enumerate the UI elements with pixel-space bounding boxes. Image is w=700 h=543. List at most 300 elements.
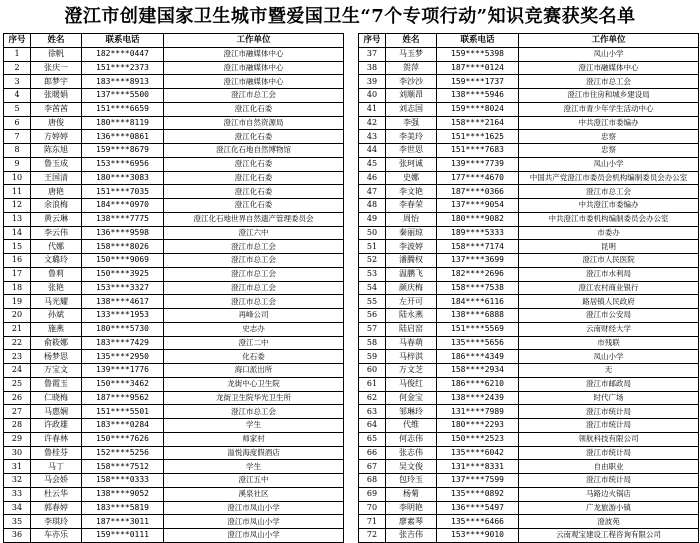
- cell-phone: 183****8913: [82, 75, 164, 89]
- cell-unit: 澄江五中: [164, 474, 344, 488]
- cell-unit: 澄江化石委: [164, 102, 344, 116]
- table-row: [359, 295, 699, 309]
- cell-name: 贺萍: [386, 61, 437, 75]
- cell-phone: 131****7989: [437, 405, 519, 419]
- cell-phone: 139****1776: [82, 364, 164, 378]
- cell-seq: 64: [359, 419, 386, 433]
- cell-unit: 澄江化石委: [164, 199, 344, 213]
- cell-seq: 49: [359, 212, 386, 226]
- table-row: [359, 116, 699, 130]
- cell-unit: 澄江市自然资源局: [164, 116, 344, 130]
- cell-seq: 27: [4, 405, 31, 419]
- cell-seq: 58: [359, 336, 386, 350]
- cell-unit: 澄江市融媒体中心: [164, 75, 344, 89]
- table-row: [359, 377, 699, 391]
- cell-unit: 澄江市住房和城乡建设局: [519, 89, 699, 103]
- cell-name: 马梓淇: [386, 350, 437, 364]
- table-header-row: [359, 34, 699, 48]
- cell-seq: 1: [4, 47, 31, 61]
- cell-phone: 158****0333: [82, 474, 164, 488]
- table-row: [4, 460, 344, 474]
- cell-unit: 无: [519, 364, 699, 378]
- table-row: [359, 254, 699, 268]
- cell-phone: 138****6888: [437, 309, 519, 323]
- cell-name: 唐艳: [31, 185, 82, 199]
- cell-phone: 153****3327: [82, 281, 164, 295]
- cell-name: 张暖娟: [31, 89, 82, 103]
- cell-phone: 159****8679: [82, 144, 164, 158]
- cell-seq: 60: [359, 364, 386, 378]
- cell-name: 许春林: [31, 432, 82, 446]
- table-row: [4, 89, 344, 103]
- cell-seq: 47: [359, 185, 386, 199]
- cell-name: 杜云华: [31, 487, 82, 501]
- cell-name: 马春萌: [386, 336, 437, 350]
- cell-unit: 澄江市凤山小学: [164, 501, 344, 515]
- cell-phone: 138****7775: [82, 212, 164, 226]
- cell-phone: 151****6659: [82, 102, 164, 116]
- cell-phone: 183****7429: [82, 336, 164, 350]
- table-row: [359, 446, 699, 460]
- cell-seq: 7: [4, 130, 31, 144]
- table-row: [4, 144, 344, 158]
- header-seq: 序号: [359, 34, 386, 48]
- cell-name: 李沙沙: [386, 75, 437, 89]
- cell-name: 史娜: [386, 171, 437, 185]
- cell-name: 仁晓梅: [31, 391, 82, 405]
- cell-phone: 151****1625: [437, 130, 519, 144]
- cell-name: 邹琳玲: [386, 405, 437, 419]
- cell-seq: 5: [4, 102, 31, 116]
- table-row: [359, 419, 699, 433]
- cell-unit: 澄江市统计局: [519, 446, 699, 460]
- cell-phone: 138****2439: [437, 391, 519, 405]
- cell-seq: 41: [359, 102, 386, 116]
- cell-name: 郭春婷: [31, 501, 82, 515]
- cell-phone: 151****5569: [437, 322, 519, 336]
- table-row: [359, 102, 699, 116]
- cell-seq: 3: [4, 75, 31, 89]
- table-row: [4, 199, 344, 213]
- table-row: [4, 377, 344, 391]
- cell-unit: 澄江化石委: [164, 185, 344, 199]
- cell-seq: 36: [4, 529, 31, 543]
- cell-seq: 17: [4, 267, 31, 281]
- cell-name: 李春荣: [386, 199, 437, 213]
- table-body-right: [359, 47, 699, 542]
- cell-unit: 学生: [164, 419, 344, 433]
- cell-seq: 61: [359, 377, 386, 391]
- cell-seq: 42: [359, 116, 386, 130]
- cell-phone: 184****0970: [82, 199, 164, 213]
- cell-phone: 182****0447: [82, 47, 164, 61]
- cell-phone: 151****7035: [82, 185, 164, 199]
- cell-phone: 184****6116: [437, 295, 519, 309]
- table-row: [359, 432, 699, 446]
- table-row: [359, 322, 699, 336]
- cell-unit: 澄江二中: [164, 336, 344, 350]
- cell-name: 孙斌: [31, 309, 82, 323]
- table-row: [4, 116, 344, 130]
- table-row: [359, 501, 699, 515]
- cell-phone: 135****5656: [437, 336, 519, 350]
- cell-phone: 137****9054: [437, 199, 519, 213]
- cell-seq: 66: [359, 446, 386, 460]
- cell-phone: 137****5500: [82, 89, 164, 103]
- cell-name: 陈东旭: [31, 144, 82, 158]
- cell-seq: 24: [4, 364, 31, 378]
- cell-seq: 2: [4, 61, 31, 75]
- cell-seq: 4: [4, 89, 31, 103]
- table-row: [359, 391, 699, 405]
- table-row: [4, 61, 344, 75]
- cell-seq: 34: [4, 501, 31, 515]
- cell-seq: 48: [359, 199, 386, 213]
- cell-name: 代维: [386, 419, 437, 433]
- cell-seq: 10: [4, 171, 31, 185]
- cell-phone: 180****5730: [82, 322, 164, 336]
- page-title: 澄江市创建国家卫生城市暨爱国卫生“7个专项行动”知识竞赛获奖名单: [64, 6, 636, 27]
- table-row: [359, 364, 699, 378]
- cell-seq: 56: [359, 309, 386, 323]
- cell-name: 左开可: [386, 295, 437, 309]
- table-row: [359, 61, 699, 75]
- cell-name: 黄云琳: [31, 212, 82, 226]
- cell-phone: 158****2164: [437, 116, 519, 130]
- table-row: [359, 75, 699, 89]
- cell-seq: 70: [359, 501, 386, 515]
- cell-unit: 澄江市融媒体中心: [519, 61, 699, 75]
- cell-seq: 21: [4, 322, 31, 336]
- cell-name: 颜庆梅: [386, 281, 437, 295]
- cell-unit: 澄江市凤山小学: [164, 529, 344, 543]
- cell-seq: 54: [359, 281, 386, 295]
- cell-seq: 50: [359, 226, 386, 240]
- cell-seq: 20: [4, 309, 31, 323]
- cell-name: 李云伟: [31, 226, 82, 240]
- table-header-row: [4, 34, 344, 48]
- cell-phone: 150****9069: [82, 254, 164, 268]
- cell-seq: 11: [4, 185, 31, 199]
- header-unit: 工作单位: [519, 34, 699, 48]
- table-row: [359, 185, 699, 199]
- cell-name: 万文芝: [386, 364, 437, 378]
- table-row: [4, 171, 344, 185]
- cell-unit: 澄江市总工会: [164, 405, 344, 419]
- cell-unit: 澄江市公安局: [519, 309, 699, 323]
- header-unit: 工作单位: [164, 34, 344, 48]
- cell-seq: 12: [4, 199, 31, 213]
- cell-phone: 137****7599: [437, 474, 519, 488]
- cell-unit: 马路边火锅店: [519, 487, 699, 501]
- cell-name: 施燕: [31, 322, 82, 336]
- cell-name: 马光耀: [31, 295, 82, 309]
- cell-unit: 昆明: [519, 240, 699, 254]
- table-row: [4, 501, 344, 515]
- cell-unit: 凤山小学: [519, 47, 699, 61]
- cell-seq: 69: [359, 487, 386, 501]
- cell-phone: 187****0366: [437, 185, 519, 199]
- cell-seq: 43: [359, 130, 386, 144]
- header-phone: 联系电话: [82, 34, 164, 48]
- cell-phone: 159****0111: [82, 529, 164, 543]
- cell-name: 车亦乐: [31, 529, 82, 543]
- cell-name: 吴文俊: [386, 460, 437, 474]
- cell-name: 陆启窑: [386, 322, 437, 336]
- cell-seq: 37: [359, 47, 386, 61]
- cell-seq: 28: [4, 419, 31, 433]
- table-row: [4, 267, 344, 281]
- cell-name: 方婷婷: [31, 130, 82, 144]
- table-row: [4, 212, 344, 226]
- cell-unit: 澄江市统计局: [519, 474, 699, 488]
- cell-name: 鲁桂芬: [31, 446, 82, 460]
- cell-phone: 151****5501: [82, 405, 164, 419]
- table-row: [359, 157, 699, 171]
- header-name: 姓名: [386, 34, 437, 48]
- cell-unit: 时代广场: [519, 391, 699, 405]
- cell-unit: 再峰公司: [164, 309, 344, 323]
- cell-name: 李茜茜: [31, 102, 82, 116]
- cell-unit: 化石委: [164, 350, 344, 364]
- cell-unit: 市残联: [519, 336, 699, 350]
- cell-unit: 海口派出所: [164, 364, 344, 378]
- cell-unit: 澄江市总工会: [164, 295, 344, 309]
- cell-unit: 澄江市统计局: [519, 405, 699, 419]
- cell-unit: 中国共产党澄江市委员会机构编制委员会办公室: [519, 171, 699, 185]
- cell-seq: 45: [359, 157, 386, 171]
- cell-seq: 52: [359, 254, 386, 268]
- cell-unit: 澄江化石委: [164, 171, 344, 185]
- cell-name: 何金宝: [386, 391, 437, 405]
- cell-seq: 53: [359, 267, 386, 281]
- cell-seq: 46: [359, 171, 386, 185]
- cell-name: 温鹏飞: [386, 267, 437, 281]
- cell-phone: 186****6210: [437, 377, 519, 391]
- cell-unit: 溢悦海度假酒店: [164, 446, 344, 460]
- cell-unit: 澄江六中: [164, 226, 344, 240]
- cell-seq: 63: [359, 405, 386, 419]
- table-row: [359, 144, 699, 158]
- cell-phone: 158****7174: [437, 240, 519, 254]
- table-row: [4, 336, 344, 350]
- cell-seq: 9: [4, 157, 31, 171]
- table-row: [359, 226, 699, 240]
- cell-seq: 72: [359, 529, 386, 543]
- cell-name: 秦丽琼: [386, 226, 437, 240]
- cell-unit: 澄江市凤山小学: [164, 515, 344, 529]
- cell-unit: 澄波苑: [519, 515, 699, 529]
- table-row: [359, 529, 699, 543]
- table-row: [359, 212, 699, 226]
- cell-phone: 177****4670: [437, 171, 519, 185]
- table-row: [359, 130, 699, 144]
- cell-unit: 澄江市人民医院: [519, 254, 699, 268]
- cell-name: 郎梦宇: [31, 75, 82, 89]
- cell-phone: 136****9598: [82, 226, 164, 240]
- cell-phone: 180****9082: [437, 212, 519, 226]
- table-row: [359, 350, 699, 364]
- cell-name: 李世思: [386, 144, 437, 158]
- table-row: [359, 47, 699, 61]
- table-row: [359, 460, 699, 474]
- cell-phone: 183****5819: [82, 501, 164, 515]
- cell-name: 周怡: [386, 212, 437, 226]
- cell-name: 潘腾权: [386, 254, 437, 268]
- cell-name: 马丁: [31, 460, 82, 474]
- header-phone: 联系电话: [437, 34, 519, 48]
- cell-phone: 150****7626: [82, 432, 164, 446]
- cell-phone: 180****2293: [437, 419, 519, 433]
- cell-seq: 31: [4, 460, 31, 474]
- cell-seq: 30: [4, 446, 31, 460]
- table-row: [4, 322, 344, 336]
- table-row: [359, 171, 699, 185]
- table-row: [359, 336, 699, 350]
- cell-name: 张吉伟: [386, 529, 437, 543]
- table-row: [4, 446, 344, 460]
- cell-name: 鲁玉成: [31, 157, 82, 171]
- cell-name: 李琪玲: [31, 515, 82, 529]
- cell-unit: 澄江市总工会: [519, 75, 699, 89]
- table-row: [359, 474, 699, 488]
- cell-name: 张珂诚: [386, 157, 437, 171]
- cell-seq: 35: [4, 515, 31, 529]
- cell-name: 何志伟: [386, 432, 437, 446]
- cell-name: 俞筱娜: [31, 336, 82, 350]
- cell-name: 张志伟: [386, 446, 437, 460]
- cell-seq: 32: [4, 474, 31, 488]
- cell-unit: 领航科技有限公司: [519, 432, 699, 446]
- table-row: [359, 405, 699, 419]
- cell-phone: 139****7739: [437, 157, 519, 171]
- table-row: [359, 240, 699, 254]
- cell-name: 张庆一: [31, 61, 82, 75]
- table-row: [359, 281, 699, 295]
- cell-unit: 凤山小学: [519, 157, 699, 171]
- cell-unit: 中共澄江市委机构编制委员会办公室: [519, 212, 699, 226]
- table-row: [359, 267, 699, 281]
- cell-phone: 136****5497: [437, 501, 519, 515]
- cell-seq: 40: [359, 89, 386, 103]
- cell-name: 马俊红: [386, 377, 437, 391]
- cell-phone: 137****3699: [437, 254, 519, 268]
- cell-unit: 溪泉社区: [164, 487, 344, 501]
- cell-phone: 187****3011: [82, 515, 164, 529]
- cell-unit: 澄江市总工会: [164, 240, 344, 254]
- table-row: [4, 364, 344, 378]
- cell-unit: 路居镇人民政府: [519, 295, 699, 309]
- cell-unit: 凤山小学: [519, 350, 699, 364]
- cell-seq: 26: [4, 391, 31, 405]
- cell-phone: 159****5398: [437, 47, 519, 61]
- cell-name: 鲁莉: [31, 267, 82, 281]
- cell-phone: 159****1737: [437, 75, 519, 89]
- cell-phone: 158****7538: [437, 281, 519, 295]
- cell-seq: 29: [4, 432, 31, 446]
- cell-name: 陆永燕: [386, 309, 437, 323]
- cell-phone: 151****7683: [437, 144, 519, 158]
- cell-phone: 131****8331: [437, 460, 519, 474]
- cell-phone: 180****8119: [82, 116, 164, 130]
- table-row: [4, 474, 344, 488]
- cell-name: 王国清: [31, 171, 82, 185]
- cell-name: 李明艳: [386, 501, 437, 515]
- cell-unit: 史志办: [164, 322, 344, 336]
- cell-phone: 135****6042: [437, 446, 519, 460]
- cell-name: 马玉梦: [386, 47, 437, 61]
- cell-seq: 16: [4, 254, 31, 268]
- table-row: [4, 185, 344, 199]
- winners-table-left: [3, 33, 344, 543]
- cell-seq: 51: [359, 240, 386, 254]
- winners-table-right: [358, 33, 699, 543]
- cell-phone: 133****1953: [82, 309, 164, 323]
- table-row: [4, 75, 344, 89]
- table-row: [4, 254, 344, 268]
- cell-phone: 159****8024: [437, 102, 519, 116]
- cell-name: 刘顺昂: [386, 89, 437, 103]
- cell-phone: 153****6956: [82, 157, 164, 171]
- cell-phone: 180****3083: [82, 171, 164, 185]
- cell-name: 杨梦思: [31, 350, 82, 364]
- table-row: [4, 157, 344, 171]
- cell-name: 唐俊: [31, 116, 82, 130]
- cell-unit: 澄江市总工会: [164, 281, 344, 295]
- cell-name: 廖素琴: [386, 515, 437, 529]
- cell-name: 杨菊: [386, 487, 437, 501]
- cell-seq: 57: [359, 322, 386, 336]
- cell-name: 许政雄: [31, 419, 82, 433]
- cell-name: 文璐玲: [31, 254, 82, 268]
- cell-seq: 39: [359, 75, 386, 89]
- cell-unit: 龙街卫生院华光卫生所: [164, 391, 344, 405]
- cell-unit: 澄江市融媒体中心: [164, 61, 344, 75]
- cell-unit: 市委办: [519, 226, 699, 240]
- cell-phone: 150****2523: [437, 432, 519, 446]
- table-row: [359, 199, 699, 213]
- cell-name: 张艳: [31, 281, 82, 295]
- cell-seq: 18: [4, 281, 31, 295]
- cell-name: 李文艳: [386, 185, 437, 199]
- cell-unit: 澄江市水利局: [519, 267, 699, 281]
- cell-unit: 澄江化石委: [164, 157, 344, 171]
- cell-name: 李波婷: [386, 240, 437, 254]
- cell-unit: 澄江市总工会: [164, 267, 344, 281]
- cell-seq: 59: [359, 350, 386, 364]
- cell-unit: 澄江化石委: [164, 130, 344, 144]
- table-row: [4, 405, 344, 419]
- cell-seq: 25: [4, 377, 31, 391]
- table-row: [4, 432, 344, 446]
- table-row: [4, 515, 344, 529]
- cell-seq: 44: [359, 144, 386, 158]
- cell-unit: 学生: [164, 460, 344, 474]
- cell-seq: 23: [4, 350, 31, 364]
- cell-unit: 龙街中心卫生院: [164, 377, 344, 391]
- cell-unit: 澄江化石地世界自然遗产管理委员会: [164, 212, 344, 226]
- cell-name: 包玲玉: [386, 474, 437, 488]
- cell-phone: 150****3925: [82, 267, 164, 281]
- cell-unit: 澄江农村商业银行: [519, 281, 699, 295]
- table-row: [4, 529, 344, 543]
- table-row: [4, 130, 344, 144]
- table-row: [4, 281, 344, 295]
- cell-phone: 151****2373: [82, 61, 164, 75]
- cell-name: 马会娇: [31, 474, 82, 488]
- cell-name: 余浪梅: [31, 199, 82, 213]
- table-row: [359, 309, 699, 323]
